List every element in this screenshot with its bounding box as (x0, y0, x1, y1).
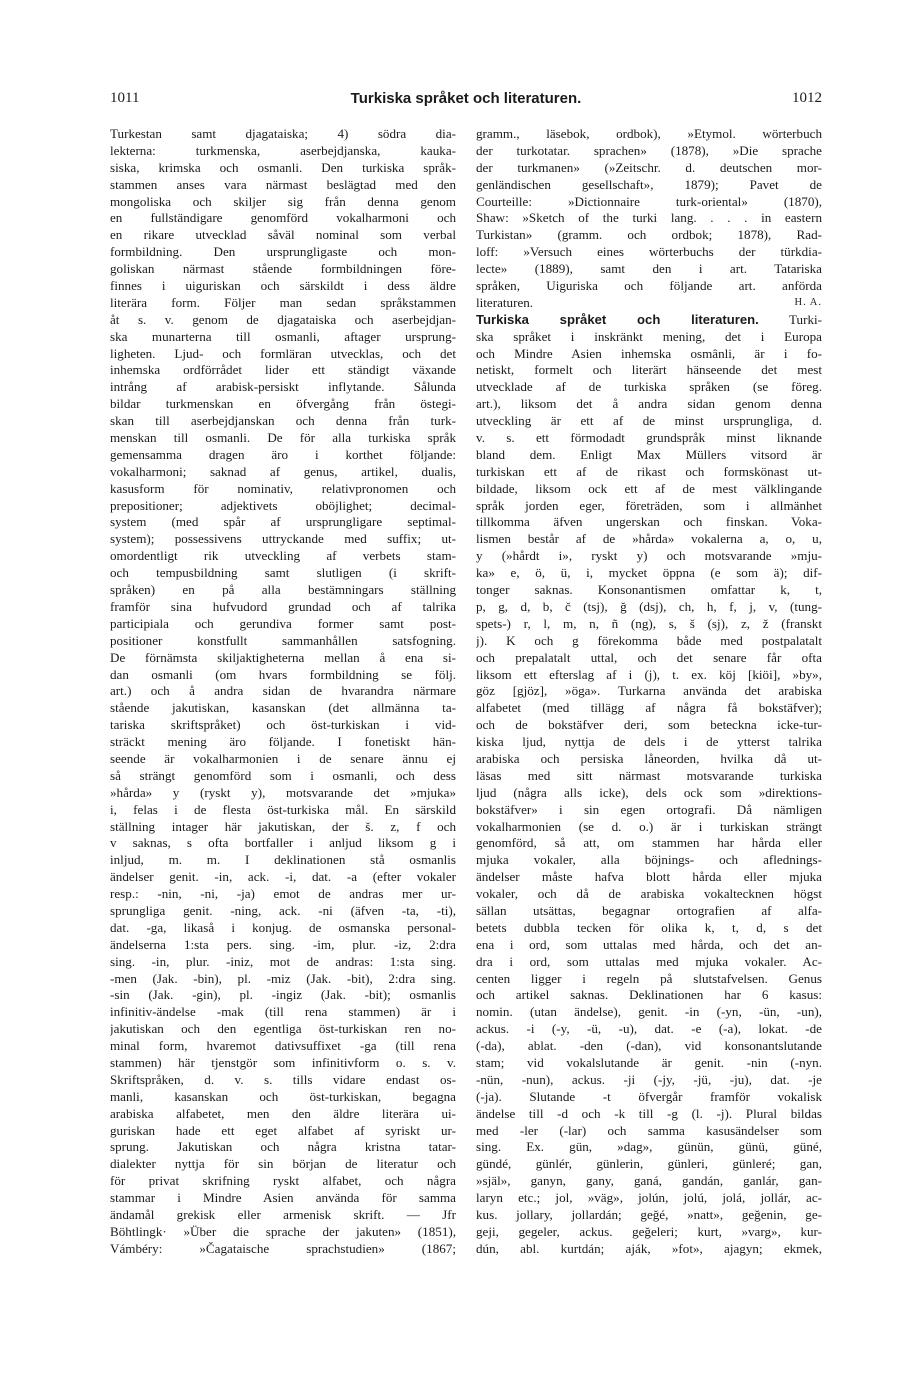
text-line: och prepalatalt uttal, och det senare får ofta (476, 649, 822, 665)
text-line: »hårda» y (ryskt y), motsvarande det »mjuka» (110, 784, 456, 800)
author-signoff: H. A. (794, 296, 822, 308)
text-line: arabiska alfabetet, men den äldre literära ui- (110, 1105, 456, 1121)
text-line: system); possessivens uttryckande med suffix; ut- (110, 531, 456, 547)
text-line: der turkotatar. sprachen» (1878), »Die sprache (476, 142, 822, 158)
text-line: tonger saknas. Konsonantismen omfattar k, t, (476, 582, 822, 598)
text-line: minal form, hvaremot dativsuffixet -ga (till rena (110, 1038, 456, 1054)
right-text-column (476, 126, 822, 1258)
text-line: lecte» (1889), samt den i art. Tatariska (476, 261, 822, 277)
text-line: guriskan hade ett eget alfabet af syriskt ur- (110, 1122, 456, 1138)
text-line: bland dem. Enligt Max Müllers vitsord är (476, 446, 822, 462)
text-line: formbildning. Den ursprungligaste och mon- (110, 244, 456, 260)
text-line: ändelse till -d och -k till -g (l. -j). Plural bildas (476, 1105, 822, 1121)
text-line: netiskt, formelt och literärt hänseende det mest (476, 362, 822, 378)
text-line: tariska skriftspråket) och öst-turkiskan i vid- (110, 717, 456, 733)
text-line: Vámbéry: »Čagataische sprachstudien» (1867; (110, 1240, 456, 1256)
text-line: ljud (några alls icke), dels ock som »direktions- (476, 784, 822, 800)
text-line: bokstäfver» i sin egen ortografi. Då nämligen (476, 801, 822, 817)
page-header (110, 90, 822, 114)
text-line: och Mindre Asien inhemska osmânli, är i fo- (476, 345, 822, 361)
text-line: utvecklade af de turkiska språken (se föreg. (476, 379, 822, 395)
text-line: dra i ord, som uttalas med mjuka vokaler. Ac- (476, 953, 822, 969)
text-line: y (»hårdt i», ryskt y) och motsvarande »mju- (476, 548, 822, 564)
text-line: en rikare utvecklad såväl nominal som verbal (110, 227, 456, 243)
text-line: Courteille: »Dictionnaire turk-oriental» (1870), (476, 193, 822, 209)
text-line: i, felas i de flesta öst-turkiska mål. En särskild (110, 801, 456, 817)
text-line: centen ligger i regeln på slutstafvelsen. Genus (476, 970, 822, 986)
text-line: lismen består af de »hårda» vokalerna a, o, u, (476, 531, 822, 547)
text-line: ändelserna 1:sta pers. sing. -im, plur. -iz, 2:dra (110, 936, 456, 952)
text-line: participiala och gerundiva former samt post- (110, 615, 456, 631)
text-line: kasusform för nominativ, relativpronomen och (110, 480, 456, 496)
text-line: dún, abl. kurtdán; aják, »fot», ajagyn; ekmek, (476, 1240, 822, 1256)
running-title: Turkiska språket och literaturen. (350, 90, 582, 107)
text-line: stammen anses vara närmast beslägtad med den (110, 176, 456, 192)
text-line: siska, krimska och osmanli. Den turkiska språk- (110, 159, 456, 175)
text-line: laryn etc.; jol, »väg», jolún, jolú, jolá, jollár, ac- (476, 1190, 822, 1206)
text-line: infinitiv-ändelse -mak (till rena stammen) är i (110, 1004, 456, 1020)
text-line: gündé, günlér, günlerin, günleri, günleré; gan, (476, 1156, 822, 1172)
text-line: v saknas, s ofta bortfaller i anljud liksom g i (110, 835, 456, 851)
text-line: sprungliga genit. -ning, ack. -ni (äfven -ta, -ti), (110, 902, 456, 918)
text-line: sällan utsättas, begagnar ortografien af alfa- (476, 902, 822, 918)
text-line: ackus. -i (-y, -ü, -u), dat. -e (-a), lokat. -de (476, 1021, 822, 1037)
text-line: kus. jollary, jollardán; geğé, »natt», geğenin, ge- (476, 1207, 822, 1222)
text-line: system (med spår af ursprungligare septimal- (110, 514, 456, 530)
text-line: ena i ord, som uttalas med hårda, och det an- (476, 936, 822, 952)
text-line: resp.: -nin, -ni, -ja) emot de andras mer ur- (110, 886, 456, 902)
text-line: ändamål grekisk eller armenisk skrift. — Jfr (110, 1207, 456, 1222)
text-line: läsas med sitt närmast motsvarande turkiska (476, 767, 822, 783)
text-line: literära form. Följer man sedan språkstammen (110, 294, 456, 310)
text-line: »själ», ganyn, gany, ganá, gandán, ganlár, gan- (476, 1173, 822, 1189)
text-line: inljud, m. m. I deklinationen stå osmanlis (110, 852, 456, 868)
text-line: och artikel saknas. Deklinationen har 6 kasus: (476, 987, 822, 1003)
text-line: Turkiska språket och literaturen. Turki- (476, 311, 822, 327)
text-line: manli, kasanskan och öst-turkiskan, begagna (110, 1088, 456, 1104)
text-line: stående jakutiskan, kasanskan (det allmänna ta- (110, 700, 456, 716)
text-line: Turkestan samt djagataiska; 4) södra dia- (110, 126, 456, 141)
text-line: v. s. ett förmodadt grundspråk minst liknande (476, 430, 822, 446)
text-line: åt s. v. genom de djagataiska och aserbejdjan- (110, 311, 456, 327)
text-line: kiska ljud, nyttja de dels i de ytterst talrika (476, 734, 822, 750)
text-line: och tempusbildning samt slutligen (i skrift- (110, 565, 456, 581)
text-line: liksom ett efterslag af i (j), t. ex. köj [kiöi], »by», (476, 666, 822, 682)
text-line: skan till aserbejdjanskan och denna från turk- (110, 413, 456, 429)
text-line: språken, Uiguriska och följande art. anförda (476, 278, 822, 294)
text-line: literaturen. H. A. (476, 294, 822, 310)
text-line: arabiska och persiska låneorden, hvilka då ut- (476, 750, 822, 766)
text-line: inhemska ordförrådet lider ett ständigt växande (110, 362, 456, 378)
text-line: vokaler, och då de arabiska vokaltecknen högst (476, 886, 822, 902)
text-line: spets-) r, l, m, n, ñ (ng), s, š (sj), z, ž (franskt (476, 615, 822, 631)
text-line: lekterna: turkmenska, aserbejdjanska, kauka- (110, 142, 456, 158)
text-line: sing. Ex. gün, »dag», günün, günü, güné, (476, 1139, 822, 1155)
text-line: språk jorden eger, företräden, som i allmänhet (476, 497, 822, 513)
text-line: ska språket i inskränkt mening, det i Europa (476, 328, 822, 344)
text-line: der turkmanen» (»Zeitschr. d. deutschen mor- (476, 159, 822, 175)
text-line: jakutiskan och den egentliga öst-turkiskan ren no- (110, 1021, 456, 1037)
text-line: turkiskan ett af de rikast och formskönast ut- (476, 463, 822, 479)
left-page-number: 1011 (110, 90, 140, 106)
text-line: art.) och å andra sidan de hvarandra närmare (110, 683, 456, 699)
text-line: göz [gjöz], »öga». Turkarna använda det arabiska (476, 683, 822, 699)
text-line: goliskan närmast stående formbildningen före- (110, 261, 456, 277)
text-line: tillkomma äfven ungerskan och finskan. Voka- (476, 514, 822, 530)
text-line: och de bokstäfver deri, som beteckna icke-tur- (476, 717, 822, 733)
right-page-number: 1012 (792, 90, 822, 106)
text-line: Shaw: »Sketch of the turki lang. . . . in eastern (476, 210, 822, 226)
text-line: Skriftspråken, d. v. s. tills vidare endast os- (110, 1071, 456, 1087)
text-line: -nün, -nun), ackus. -ji (-jy, -jü, -ju), dat. -je (476, 1071, 822, 1087)
text-line: genländischen gesellschaft», 1879); Pavet de (476, 176, 822, 192)
text-line: menskan till osmanli. De för alla turkiska språk (110, 430, 456, 446)
text-line: mjuka vokaler, alla böjnings- och aflednings- (476, 852, 822, 868)
text-line: dialekter nyttja för sin början de literatur och (110, 1156, 456, 1172)
text-line: p, g, d, b, č (tsj), ğ (dsj), ch, h, f, j, v, (tung- (476, 598, 822, 614)
text-line: Turkistan» (gramm. och ordbok; 1878), Rad- (476, 227, 822, 243)
text-line: bildade, liksom ock ett af de mest välklingande (476, 480, 822, 496)
text-line: framför sina hufvudord grundad och af talrika (110, 598, 456, 614)
text-line: geji, gegeler, ackus. geğeleri; kurt, »varg», kur- (476, 1223, 822, 1239)
text-line: j). K och g förekomma både med postpalatalt (476, 632, 822, 648)
text-line: för privat skrifning ryskt alfabet, och några (110, 1173, 456, 1189)
text-line: positioner konstfullt sammanhållen satsfogning. (110, 632, 456, 648)
text-line: betets dubbla tecken för olika k, t, d, s det (476, 919, 822, 935)
text-line: sträckt mening äro följande. I fonetiskt hän- (110, 734, 456, 750)
text-line: ändelser måste hafva blott hårda eller mjuka (476, 869, 822, 885)
text-line: stammen) här tjenstgör som infinitivform o. s. v. (110, 1054, 456, 1070)
left-text-column (110, 126, 456, 1258)
text-line: ligheten. Ljud- och formläran utvecklas, och det (110, 345, 456, 361)
text-line: sing. -in, plur. -iniz, mot de andras: 1:sta sing. (110, 953, 456, 969)
text-line: prepositioner; adjektivets oböjlighet; decimal- (110, 497, 456, 513)
text-line: intrång af arabisk-persiskt inflytande. Sålunda (110, 379, 456, 395)
text-line: gemensamma dragen äro i korthet följande: (110, 446, 456, 462)
text-line: stam; vid vokalslutande är genit. -nin (-nyn. (476, 1054, 822, 1070)
text-line: art.), liksom det å andra sidan genom denna (476, 396, 822, 412)
text-line: mongoliska och skiljer sig från denna genom (110, 193, 456, 209)
text-line: (-da), ablat. -den (-dan), vid konsonantslutande (476, 1038, 822, 1054)
text-line: så strängt genomförd som i osmanli, och dess (110, 767, 456, 783)
text-line: -sin (Jak. -gin), pl. -ingiz (Jak. -bit); osmanlis (110, 987, 456, 1003)
text-line: finnes i uiguriskan och särskildt i dess äldre (110, 278, 456, 294)
text-line: loff: »Versuch eines wörterbuchs der türkdia- (476, 244, 822, 260)
text-line: dat. -ga, likaså i konjug. de osmanska personal- (110, 919, 456, 935)
text-line: (-ja). Slutande -t öfvergår framför vokalisk (476, 1088, 822, 1104)
text-line: ska munarterna till osmanli, aftager ursprung- (110, 328, 456, 344)
text-line: utveckling är ett af de minst ursprungliga, d. (476, 413, 822, 429)
text-line: vokalharmoni; saknad af genus, artikel, dualis, (110, 463, 456, 479)
text-line: dan osmanli (om hvars formbildning se följ. (110, 666, 456, 682)
text-line: ka» e, ö, ü, i, mycket öppna (e som ä); dif- (476, 565, 822, 581)
text-line: ställning intager här jakutiskan, der š. z, f och (110, 818, 456, 834)
text-line: språken) en på alla bestämningars ställning (110, 582, 456, 598)
text-line: nomin. (utan ändelse), genit. -in (-yn, -ün, -un), (476, 1004, 822, 1020)
text-line: bildar turkmenskan en öfvergång från östegi- (110, 396, 456, 412)
text-line: omordentligt rik utveckling af verbets stam- (110, 548, 456, 564)
text-line: Böhtlingk· »Über die sprache der jakuten» (1851), (110, 1223, 456, 1239)
text-line: stammar i Mindre Asien använda för samma (110, 1190, 456, 1206)
text-line: seende är vokalharmonien i de senare ännu ej (110, 750, 456, 766)
text-line: vokalharmonien (se d. o.) är i turkiskan strängt (476, 818, 822, 834)
text-line: -men (Jak. -bin), pl. -miz (Jak. -bit), 2:dra sing. (110, 970, 456, 986)
text-line: ändelser genit. -in, ack. -i, dat. -a (efter vokaler (110, 869, 456, 885)
article-heading: Turkiska språket och literaturen. (476, 311, 759, 327)
text-line: gramm., läsebok, ordbok), »Etymol. wörterbuch (476, 126, 822, 141)
text-line: alfabetet (med tillägg af några få bokstäfver); (476, 700, 822, 716)
text-line: med -ler (-lar) och samma kasusändelser som (476, 1122, 822, 1138)
text-line: De förnämsta skiljaktigheterna mellan å ena si- (110, 649, 456, 665)
text-line: genomförd, så att, om stammen har hårda eller (476, 835, 822, 851)
text-line: sprung. Jakutiskan och några kristna tatar- (110, 1139, 456, 1155)
text-line: en fullständigare genomförd vokalharmoni och (110, 210, 456, 226)
